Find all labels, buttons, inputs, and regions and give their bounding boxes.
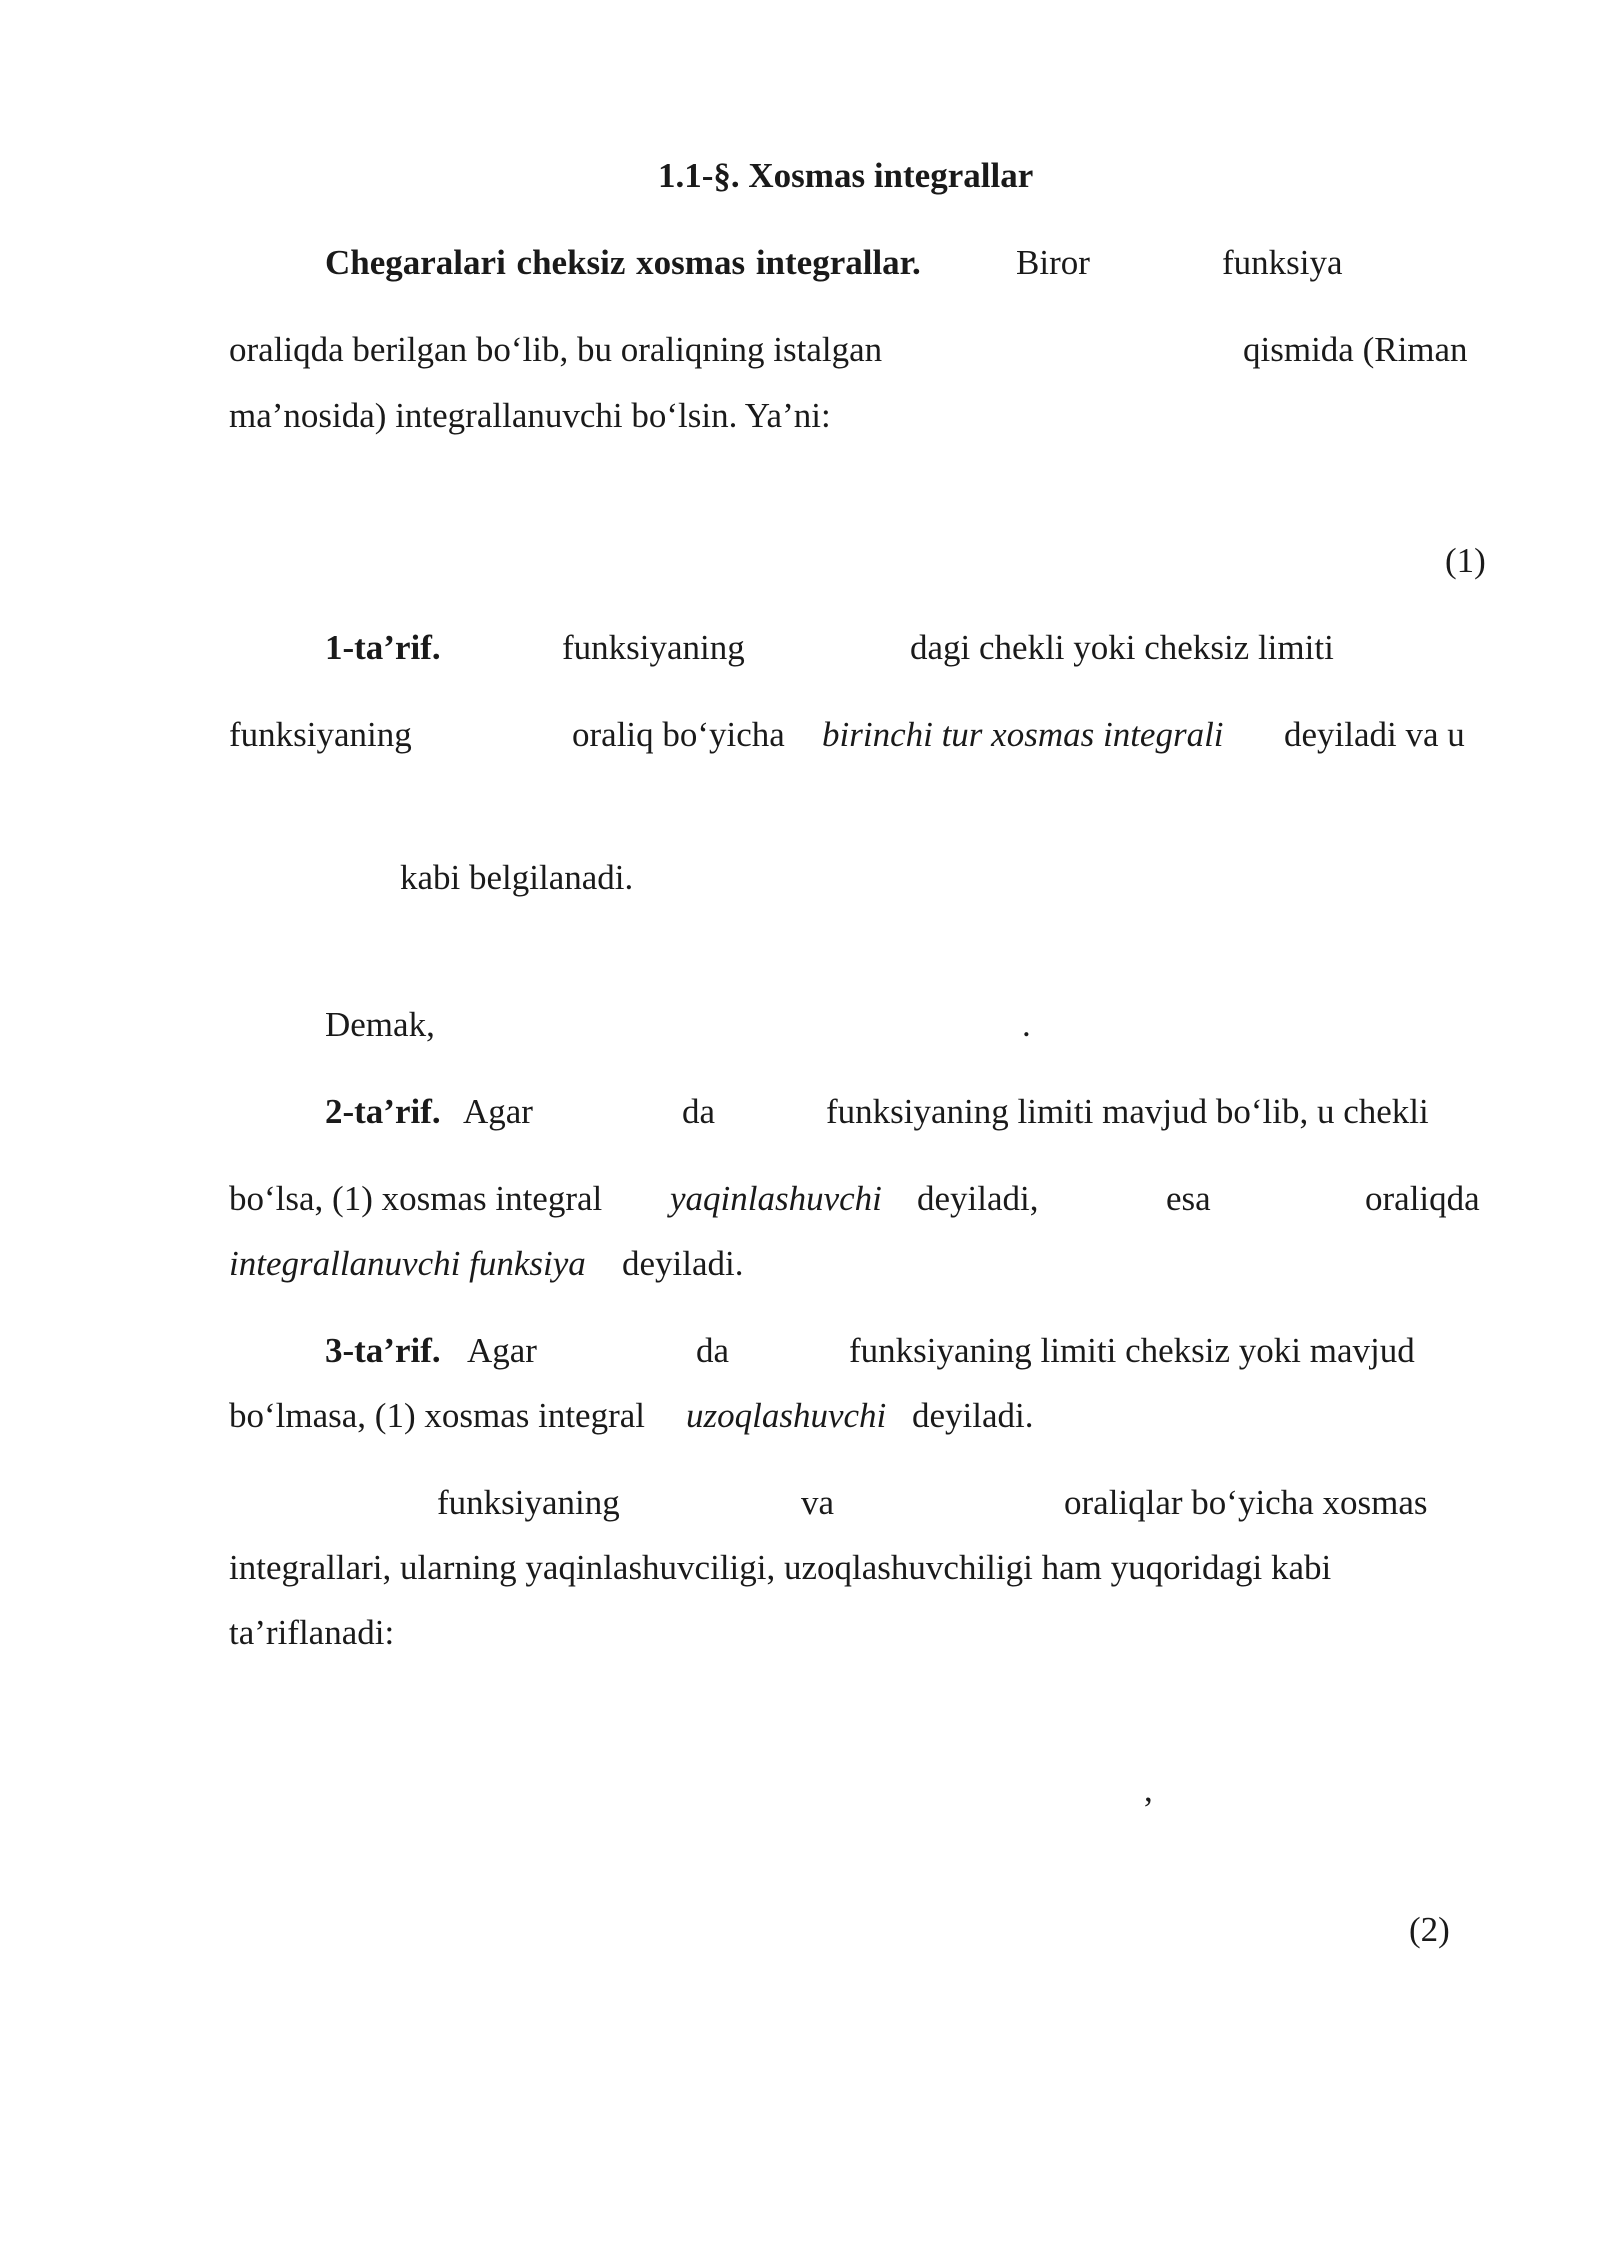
def2-agar: Agar: [463, 1092, 533, 1131]
def1-line2-deyiladi: deyiladi va u: [1284, 715, 1465, 754]
equation-2-label: (2): [1409, 1910, 1450, 1949]
def1-line2-italic: birinchi tur xosmas integrali: [822, 715, 1224, 754]
def2-line2-oraliqda: oraliqda: [1365, 1179, 1480, 1218]
equation-1-label: (1): [1445, 541, 1486, 580]
def2-da: da: [682, 1092, 716, 1131]
definition-3-label: 3-ta’rif.: [325, 1331, 441, 1370]
def3-line2-italic: uzoqlashuvchi: [686, 1396, 887, 1435]
def3-line2-deyiladi: deyiladi.: [912, 1396, 1034, 1435]
def3-rest: funksiyaning limiti cheksiz yoki mavjud: [849, 1331, 1415, 1370]
def2-line3-italic: integrallanuvchi funksiya: [229, 1244, 586, 1283]
def3-agar: Agar: [467, 1331, 537, 1370]
demak-dot: .: [1022, 1005, 1031, 1044]
p4-line3: ta’riflanadi:: [229, 1613, 395, 1652]
text-line2-left: oraliqda berilgan bo‘lib, bu oraliqning istalgan: [229, 330, 883, 369]
def1-kabi: kabi belgilanadi.: [400, 858, 634, 897]
def2-line2-esa: esa: [1166, 1179, 1211, 1218]
text-funksiya: funksiya: [1222, 243, 1343, 282]
definition-2-label: 2-ta’rif.: [325, 1092, 441, 1131]
text-line2-right: qismida (Riman: [1243, 330, 1468, 369]
def1-line2-funksiyaning: funksiyaning: [229, 715, 412, 754]
def1-line2-oraliq: oraliq bo‘yicha: [572, 715, 785, 754]
p4-va: va: [801, 1483, 835, 1522]
def3-da: da: [696, 1331, 730, 1370]
text-line3: ma’nosida) integrallanuvchi bo‘lsin. Ya’ni:: [229, 396, 831, 435]
formula-comma: ,: [1144, 1770, 1153, 1809]
def2-rest: funksiyaning limiti mavjud bo‘lib, u chekli: [826, 1092, 1429, 1131]
def2-line2-italic: yaqinlashuvchi: [670, 1179, 882, 1218]
section-title: 1.1-§. Xosmas integrallar: [658, 156, 1034, 195]
def2-line3-rest: deyiladi.: [622, 1244, 744, 1283]
p4-funksiyaning: funksiyaning: [437, 1483, 620, 1522]
def1-funksiyaning: funksiyaning: [562, 628, 745, 667]
definition-1-label: 1-ta’rif.: [325, 628, 441, 667]
def1-dagi: dagi chekli yoki cheksiz limiti: [910, 628, 1334, 667]
demak-text: Demak,: [325, 1005, 435, 1044]
paragraph-heading: Chegaralari cheksiz xosmas integrallar.: [325, 243, 921, 282]
p4-oraliqlar: oraliqlar bo‘yicha xosmas: [1064, 1483, 1428, 1522]
text-biror: Biror: [1016, 243, 1090, 282]
def2-line2-a: bo‘lsa, (1) xosmas integral: [229, 1179, 603, 1218]
p4-line2: integrallari, ularning yaqinlashuvciligi, uzoqlashuvchiligi ham yuqoridagi kabi: [229, 1548, 1332, 1587]
def3-line2-a: bo‘lmasa, (1) xosmas integral: [229, 1396, 646, 1435]
def2-line2-deyiladi: deyiladi,: [917, 1179, 1039, 1218]
